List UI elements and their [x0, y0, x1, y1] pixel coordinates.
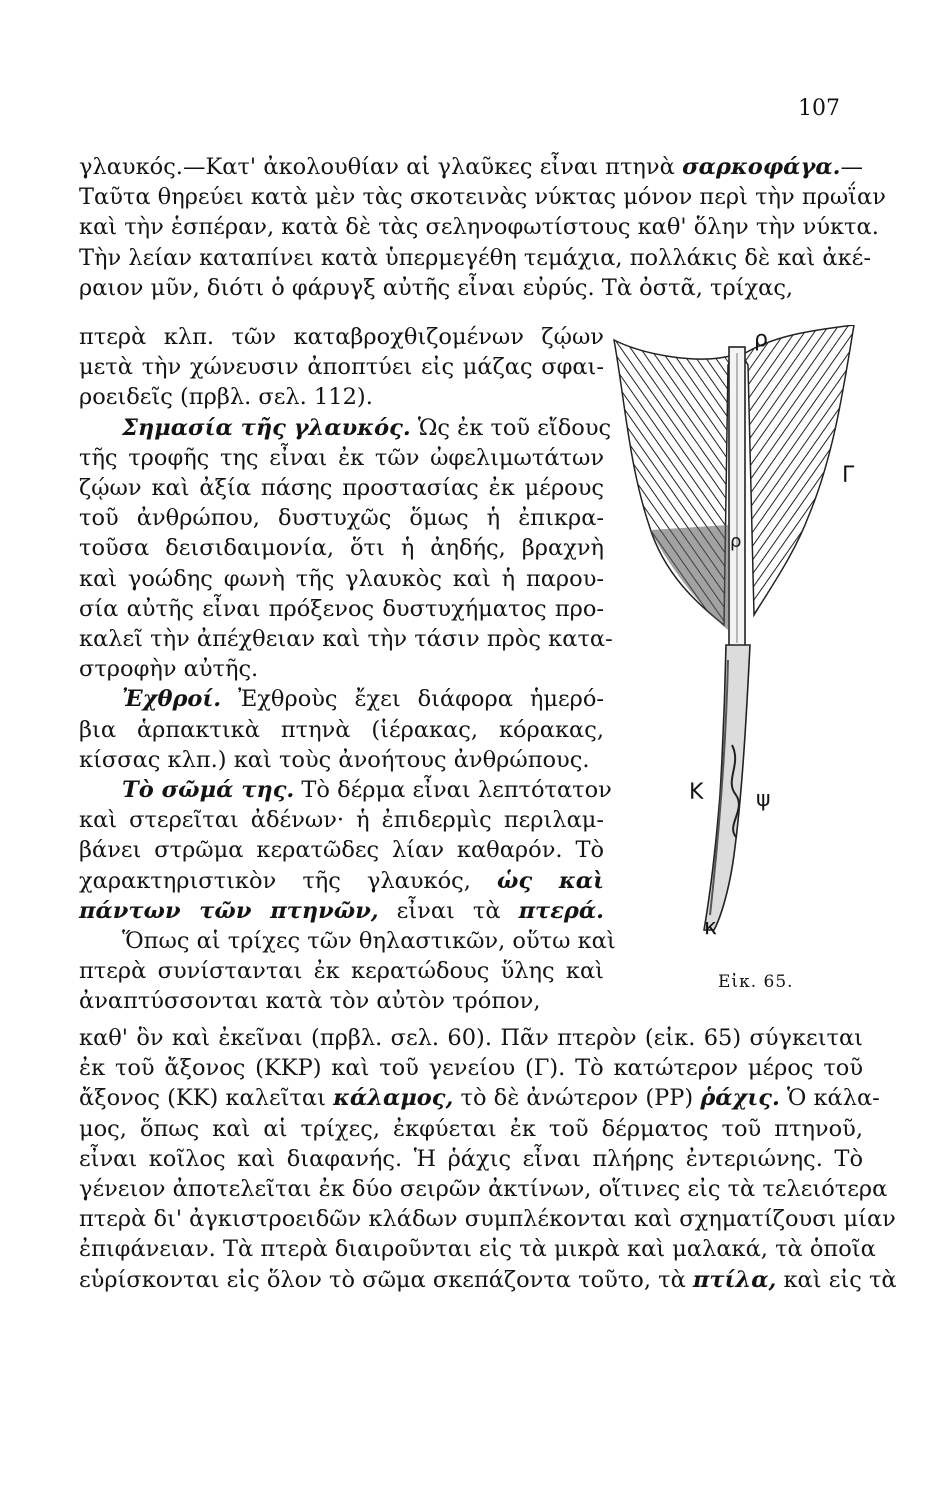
- text-line: [79, 212, 879, 242]
- text-segment: τῆς τροφῆς της εἶναι ἐκ τῶν ὠφελιμωτάτων: [79, 444, 604, 471]
- text-segment: καλεῖ τὴν ἀπέχθειαν καὶ τὴν τάσιν πρὸς κατα-: [79, 626, 613, 652]
- text-segment: εὑρίσκονται εἰς ὅλον τὸ σῶμα σκεπάζοντα τοῦτο, τὰ: [79, 1266, 693, 1293]
- text-line: [79, 835, 604, 865]
- text-line: [79, 322, 604, 352]
- text-segment: ἐπιφάνειαν. Τὰ πτερὰ διαιροῦνται εἰς τὰ μικρὰ καὶ μαλακά, τὰ ὁποῖα: [79, 1236, 876, 1263]
- text-segment: μετὰ τὴν χώνευσιν ἀποπτύει εἰς μάζας σφαι-: [79, 354, 604, 381]
- vane-shadow: [650, 525, 728, 630]
- text-line: [79, 273, 863, 303]
- text-segment: τοῦσα δεισιδαιμονία, ὅτι ἡ ἀηδής, βραχνὴ: [79, 535, 604, 562]
- text-line: [79, 1083, 880, 1113]
- page-number: 107: [798, 96, 840, 121]
- label-psi: ψ: [756, 787, 771, 812]
- text-line: [122, 684, 604, 714]
- text-line: [122, 775, 612, 805]
- emphasis: ῥάχις.: [700, 1085, 780, 1112]
- text-segment: βάνει στρῶμα κερατῶδες λίαν καθαρόν. Τὸ: [79, 837, 604, 864]
- text-segment: γλαυκός.—Κατ' ἀκολουθίαν αἱ γλαῦκες εἶναι πτηνὰ: [79, 154, 683, 180]
- text-line: [79, 805, 604, 835]
- text-line: [79, 715, 604, 745]
- text-line: [79, 1234, 876, 1264]
- text-line: [79, 1204, 896, 1234]
- text-segment: γένειον ἀποτελεῖται ἐκ δύο σειρῶν ἀκτίνων, οἵτινες εἰς τὰ τελειότερα: [79, 1176, 888, 1202]
- text-line: [79, 533, 604, 563]
- label-kappa-bottom: κ: [704, 915, 717, 940]
- emphasis: ὡς καὶ: [497, 867, 604, 894]
- text-segment: Ὅπως αἱ τρίχες τῶν θηλαστικῶν, οὕτω καὶ: [122, 928, 616, 954]
- text-line: [79, 503, 604, 533]
- text-segment: βια ἁρπακτικὰ πτηνὰ (ἱέρακας, κόρακας,: [79, 716, 604, 743]
- emphasis: Σημασία τῆς γλαυκός.: [122, 414, 411, 441]
- label-rho-top: ρ: [754, 327, 768, 352]
- emphasis: σαρκοφάγα.: [682, 154, 841, 180]
- text-segment: καθ' ὃν καὶ ἐκεῖναι (πρβλ. σελ. 60). Πᾶν πτερὸν (εἰκ. 65) σύγκειται: [79, 1025, 863, 1051]
- text-segment: ἐκ τοῦ ἄξονος (ΚΚΡ) καὶ τοῦ γενείου (Γ). Τὸ κατώτερον μέρος τοῦ: [79, 1055, 863, 1082]
- text-line: [79, 182, 886, 212]
- text-line: [79, 443, 604, 473]
- text-segment: ζῴων καὶ ἀξία πάσης προστασίας ἐκ μέρους: [79, 475, 604, 501]
- text-line: [79, 745, 604, 775]
- text-segment: Τὸ δέρμα εἶναι λεπτότατον: [294, 777, 612, 803]
- label-gamma: Γ: [842, 463, 855, 488]
- text-line: [79, 1053, 863, 1083]
- text-line: [122, 926, 616, 956]
- text-line: [79, 243, 871, 273]
- text-segment: τοῦ ἀνθρώπου, δυστυχῶς ὅμως ἡ ἐπικρα-: [79, 505, 604, 532]
- text-line: [79, 564, 604, 594]
- emphasis: πτίλα,: [692, 1266, 777, 1293]
- text-segment: Ἐχθροὺς ἔχει διάφορα ἡμερό-: [221, 686, 604, 713]
- text-segment: καὶ γοώδης φωνὴ τῆς γλαυκὸς καὶ ἡ παρου-: [79, 565, 604, 592]
- text-segment: ραιον μῦν, διότι ὁ φάρυγξ αὐτῆς εἶναι εὐρύς. Τὰ ὀστᾶ, τρίχας,: [79, 274, 794, 301]
- text-line: [79, 352, 604, 382]
- text-segment: καὶ εἰς τὰ: [776, 1266, 897, 1293]
- text-segment: —: [840, 154, 863, 180]
- feather-illustration: [604, 325, 864, 965]
- text-segment: ἀναπτύσσονται κατὰ τὸν αὐτὸν τρόπον,: [79, 988, 541, 1015]
- text-line: [79, 896, 604, 926]
- text-segment: πτερὰ κλπ. τῶν καταβροχθιζομένων ζῴων: [79, 324, 604, 350]
- text-line: [79, 152, 863, 182]
- emphasis: Τὸ σῶμά της.: [122, 777, 295, 803]
- label-rho-mid: ρ: [730, 531, 742, 552]
- text-line: [79, 1144, 863, 1174]
- emphasis: Ἐχθροί.: [122, 686, 222, 713]
- text-line: [79, 382, 604, 412]
- text-segment: πτερὰ συνίστανται ἐκ κερατώδους ὕλης καὶ: [79, 958, 604, 985]
- text-segment: πτερὰ δι' ἀγκιστροειδῶν κλάδων συμπλέκονται καὶ σχηματίζουσι μίαν: [79, 1206, 896, 1233]
- text-line: [79, 1265, 897, 1295]
- feather-figure: [604, 325, 864, 965]
- text-segment: τὸ δὲ ἀνώτερον (ΡΡ): [453, 1085, 701, 1112]
- text-line: [79, 986, 604, 1016]
- text-segment: μος, ὅπως καὶ αἱ τρίχες, ἐκφύεται ἐκ τοῦ δέρματος τοῦ πτηνοῦ,: [79, 1115, 863, 1142]
- figure-caption: Εἰκ. 65.: [718, 972, 794, 992]
- text-line: [122, 413, 612, 443]
- text-segment: κίσσας κλπ.) καὶ τοὺς ἀνοήτους ἀνθρώπους.: [79, 746, 590, 773]
- vane-right: [742, 325, 854, 615]
- text-line: [79, 956, 604, 986]
- emphasis: πτερά.: [518, 897, 604, 924]
- text-segment: ροειδεῖς (πρβλ. σελ. 112).: [79, 384, 373, 411]
- text-segment: Ὡς ἐκ τοῦ εἴδους: [410, 414, 612, 441]
- text-segment: Ὁ κάλα-: [779, 1085, 880, 1112]
- text-segment: ἄξονος (ΚΚ) καλεῖται: [79, 1085, 334, 1112]
- text-line: [79, 624, 613, 654]
- text-segment: στροφὴν αὐτῆς.: [79, 656, 259, 683]
- text-segment: καὶ στερεῖται ἀδένων· ἡ ἐπιδερμὶς περιλαμ-: [79, 807, 604, 834]
- text-line: [79, 866, 604, 896]
- text-line: [79, 1023, 863, 1053]
- emphasis: κάλαμος,: [333, 1085, 454, 1112]
- text-segment: χαρακτηριστικὸν τῆς γλαυκός,: [79, 867, 498, 894]
- text-segment: καὶ τὴν ἑσπέραν, κατὰ δὲ τὰς σεληνοφωτίστους καθ' ὅλην τὴν νύκτα.: [79, 214, 879, 241]
- text-segment: εἶναι τὰ: [378, 897, 519, 924]
- text-line: [79, 1114, 863, 1144]
- text-segment: Τὴν λείαν καταπίνει κατὰ ὑπερμεγέθη τεμάχια, πολλάκις δὲ καὶ ἀκέ-: [79, 244, 871, 271]
- text-segment: σία αὐτῆς εἶναι πρόξενος δυστυχήματος προ-: [79, 595, 604, 622]
- text-segment: εἶναι κοῖλος καὶ διαφανής. Ἡ ῥάχις εἶναι πλήρης ἐντεριώνης. Τὸ: [79, 1145, 863, 1172]
- emphasis: πάντων τῶν πτηνῶν,: [79, 897, 379, 924]
- text-line: [79, 654, 604, 684]
- text-segment: Ταῦτα θηρεύει κατὰ μὲν τὰς σκοτεινὰς νύκτας μόνον περὶ τὴν πρωΐαν: [79, 184, 886, 211]
- text-line: [79, 1174, 888, 1204]
- text-line: [79, 594, 604, 624]
- text-line: [79, 473, 604, 503]
- label-kappa-mid: Κ: [689, 780, 704, 805]
